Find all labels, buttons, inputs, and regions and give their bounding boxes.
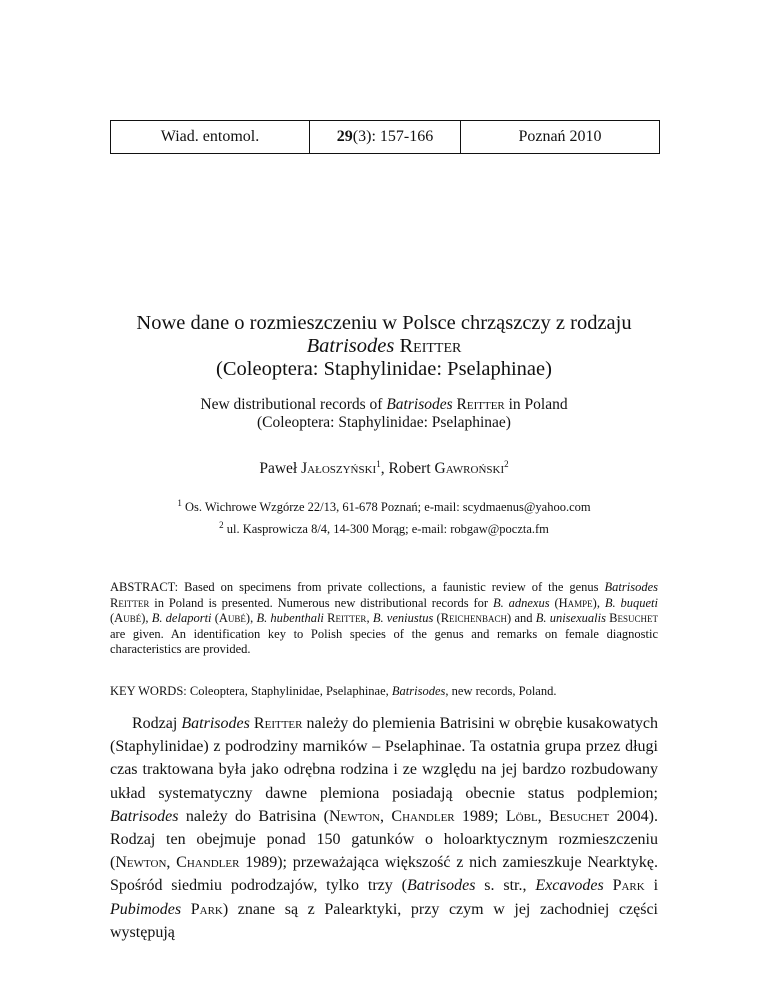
issue-pages: (3): 157-166 <box>352 128 434 145</box>
volume-pages <box>310 121 461 153</box>
volume-number: 29 <box>336 128 353 145</box>
affiliation-2: $^2$ ul. Kasprowicza 8/4, 14-300 Morąg; e-mail: robgaw@poczta.fm <box>219 519 549 536</box>
title-line-3: (Coleoptera: Staphylinidae: Pselaphinae) <box>216 358 552 380</box>
body-paragraph <box>110 712 658 944</box>
journal-name: Wiad. entomol. <box>111 121 310 153</box>
subtitle-line-2: (Coleoptera: Staphylinidae: Pselaphinae) <box>257 414 511 431</box>
authors: Paweł Jałoszyński$^1$, Robert Gawroński$^2$ <box>259 458 509 477</box>
place-year: Poznań 2010 <box>518 128 602 145</box>
article-title <box>60 312 708 381</box>
journal-header-table <box>110 120 660 154</box>
affiliation-1: $^1$ Os. Wichrowe Wzgórze 22/13, 61-678 Poznań; e-mail: scydmaenus@yahoo.com <box>177 497 591 514</box>
subtitle-line-1: New distributional records of Batrisodes Reitter in Poland <box>200 396 568 413</box>
english-title <box>60 396 708 432</box>
paragraph-1: Rodzaj Batrisodes Reitter należy do plemienia Batrisini w obrębie kusakowatych (Staphylinidae) z podrodziny marników – Pselaphinae. Ta ostatnia grupa przez długi czas traktowana była jako odrębna rodzina i ze względu na jej bardzo rozbudowany układ systematyczny dawne plemiona posiadają obecnie status podplemion; Batrisodes należy do Batrisina (Newton, Chandler 1989; Löbl, Besuchet 2004). Rodzaj ten obejmuje ponad 150 gatunków o holoarktycznym rozmieszczeniu (Newton, Chandler 1989); przeważająca większość z nich zamieszkuje Nearktykę. Spośród siedmiu podrodzajów, tylko trzy (Batrisodes s. str., Excavodes Park i Pubimodes Park) znane są z Palearktyki, przy czym w jej zachodniej części występują <box>110 715 659 941</box>
abstract: ABSTRACT: Based on specimens from private collections, a faunistic review of the genus Batrisodes Reitter in Poland is presented. Numerous new distributional records for B. adnexus (Hampe), B. buqueti (Aubé), B. delaporti (Aubé), B. hubenthali Reitter, B. veniustus (Reichenbach) and B. unisexualis Besuchet are given. An identification key to Polish species of the genus and remarks on female diagnostic characteristics are provided. <box>110 580 659 657</box>
title-line-1: Nowe dane o rozmieszczeniu w Polsce chrząszczy z rodzaju <box>136 312 632 334</box>
title-line-2: Batrisodes Reitter <box>306 335 462 357</box>
keywords: KEY WORDS: Coleoptera, Staphylinidae, Pselaphinae, Batrisodes, new records, Poland. <box>110 684 557 698</box>
